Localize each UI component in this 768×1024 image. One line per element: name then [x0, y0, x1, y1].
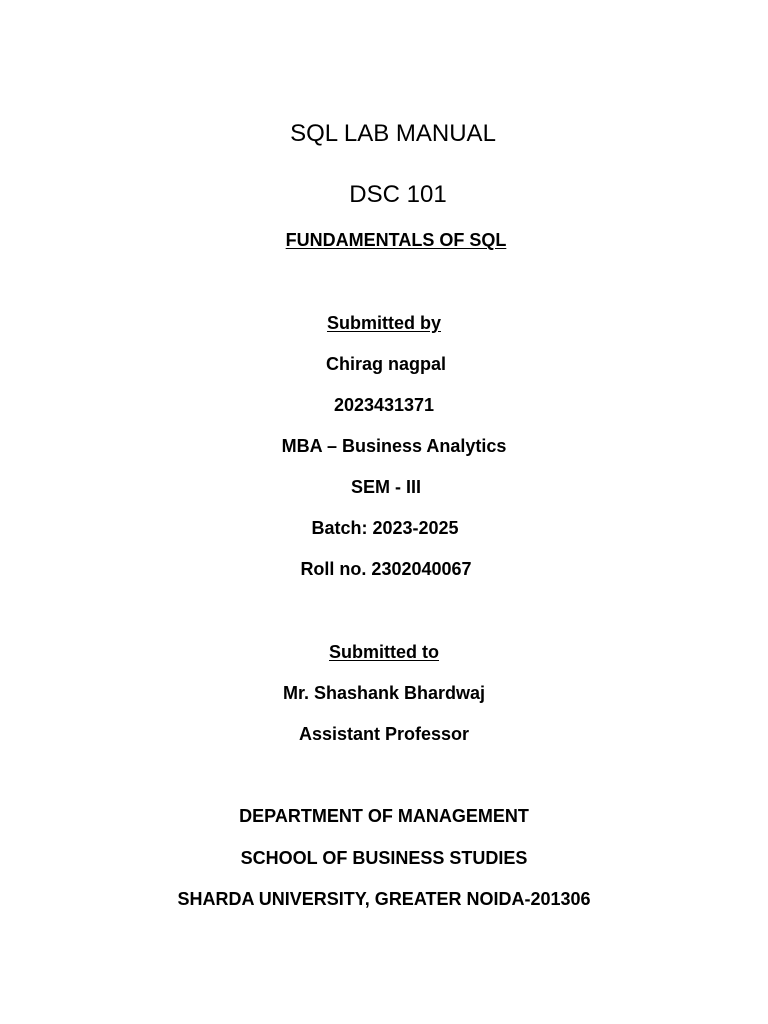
school: SCHOOL OF BUSINESS STUDIES [240, 848, 528, 868]
submitted-to-text: Submitted to [329, 642, 439, 662]
batch: Batch: 2023-2025 [311, 518, 459, 538]
student-id: 2023431371 [333, 395, 435, 415]
supervisor-name: Mr. Shashank Bhardwaj [282, 683, 486, 703]
program: MBA – Business Analytics [281, 436, 507, 456]
university: SHARDA UNIVERSITY, GREATER NOIDA-201306 [177, 889, 591, 909]
semester: SEM - III [350, 477, 421, 497]
subject-heading [0, 231, 768, 249]
submitted-by-heading [0, 314, 768, 332]
submitted-by-text: Submitted by [326, 313, 441, 333]
department: DEPARTMENT OF MANAGEMENT [239, 806, 529, 826]
subject-text: FUNDAMENTALS OF SQL [285, 230, 507, 250]
course-code: DSC 101 [349, 181, 447, 208]
submitted-to-heading [0, 643, 768, 661]
student-name: Chirag nagpal [325, 354, 446, 374]
manual-title: SQL LAB MANUAL [290, 120, 496, 147]
supervisor-designation: Assistant Professor [298, 724, 470, 744]
roll-number: Roll no. 2302040067 [300, 559, 472, 579]
